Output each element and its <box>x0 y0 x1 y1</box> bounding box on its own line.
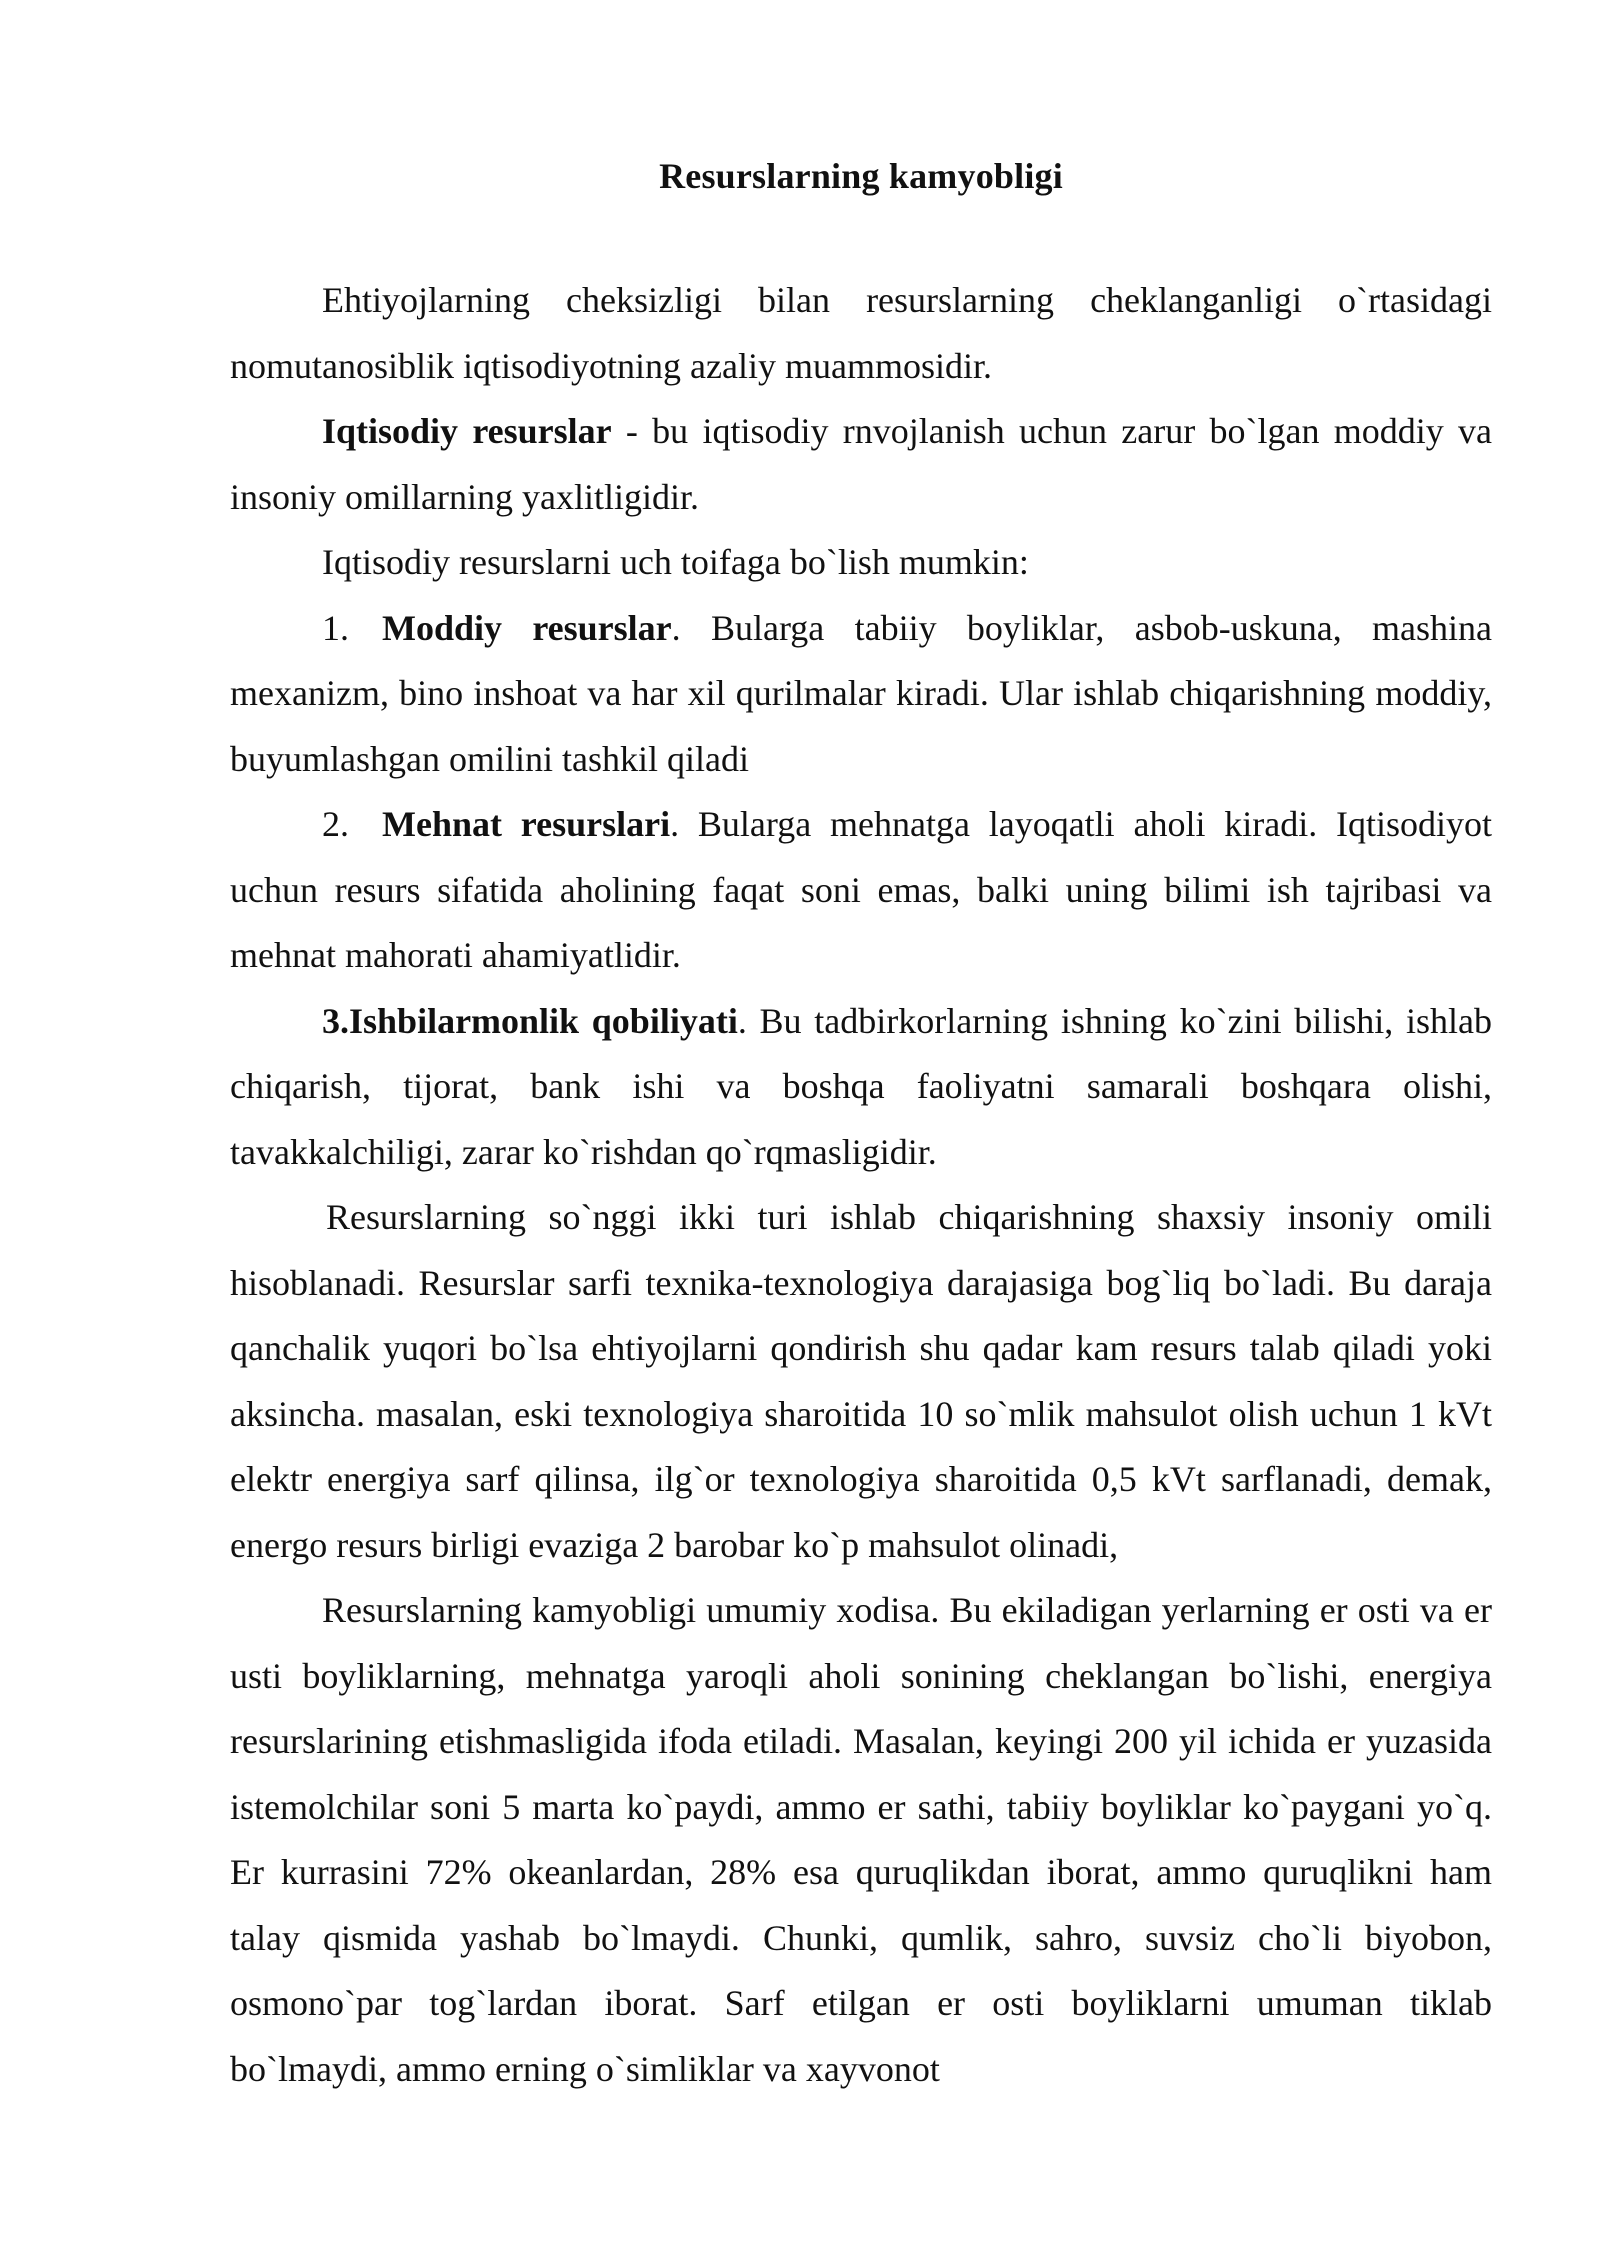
document-title: Resurslarning kamyobligi <box>659 156 1063 196</box>
definition-text: - bu iqtisodiy rnvojlanish uchun zarur bo`lgan moddiy va insoniy omillarning yaxlitligidir. <box>230 411 1492 517</box>
list-item-text: . Bularga tabiiy boyliklar, asbob-uskuna, mashina mexanizm, bino inshoat va har xil qurilmalar kiradi. Ular ishlab chiqarishning moddiy, buyumlashgan omilini tashkil qiladi <box>230 607 1492 779</box>
list-item-text: . Bularga mehnatga layoqatli aholi kiradi. Iqtisodiyot uchun resurs sifatida aholining faqat soni emas, balki uning bilimi ish tajribasi va mehnat mahorati ahamiyatlidir. <box>230 804 1493 975</box>
list-number: 2. <box>322 804 349 844</box>
paragraph-definition <box>230 399 1492 530</box>
paragraph-scarcity: Resurslarning kamyobligi umumiy xodisa. Bu ekiladigan yerlarning er osti va er usti boyliklarning, mehnatga yaroqli aholi sonining cheklangan bo`lishi, energiya resurslarining etishmasligida ifoda etiladi. Masalan, keyingi 200 yil ichida er yuzasida istemolchilar soni 5 marta ko`paydi, ammo er sathi, tabiiy boyliklar ko`paygani yo`q. Er kurrasini 72% okeanlardan, 28% esa quruqlikdan iborat, ammo quruqlikni ham talay qismida yashab bo`lmaydi. Chunki, qumlik, sahro, suvsiz cho`li biyobon, osmono`par tog`lardan iborat. Sarf etilgan er osti boyliklarni umuman tiklab bo`lmaydi, ammo erning o`simliklar va xayvonot <box>230 1590 1492 2089</box>
list-item-text: . Bu tadbirkorlarning ishning ko`zini bilishi, ishlab chiqarish, tijorat, bank ishi va boshqa faoliyatni samarali boshqara olishi, tavakkalchiligi, zarar ko`rishdan qo`rqmasligidir. <box>230 1000 1492 1172</box>
list-number: 1. <box>322 607 349 648</box>
document-page <box>230 150 1492 2102</box>
term-entrepreneurship: 3.Ishbilarmonlik qobiliyati <box>322 1000 738 1041</box>
list-item-labor-resources <box>230 792 1492 989</box>
paragraph-intro: Ehtiyojlarning cheksizligi bilan resurslarning cheklanganligi o`rtasidagi nomutanosiblik iqtisodiyotning azaliy muammosidir. <box>230 280 1492 386</box>
list-item-material-resources <box>230 596 1492 793</box>
term-economic-resources: Iqtisodiy resurslar <box>322 411 612 451</box>
term-labor-resources: Mehnat resurslari <box>382 804 671 844</box>
paragraph-categories: Iqtisodiy resurslarni uch toifaga bo`lish mumkin: <box>322 542 1029 582</box>
paragraph-technology: Resurslarning so`nggi ikki turi ishlab chiqarishning shaxsiy insoniy omili hisoblanadi. Resurslar sarfi texnika-texnologiya darajasiga bog`liq bo`ladi. Bu daraja qanchalik yuqori bo`lsa ehtiyojlarni qondirish shu qadar kam resurs talab qiladi yoki aksincha. masalan, eski texnologiya sharoitida 10 so`mlik mahsulot olish uchun 1 kVt elektr energiya sarf qilinsa, ilg`or texnologiya sharoitida 0,5 kVt sarflanadi, demak, energo resurs birligi evaziga 2 barobar ko`p mahsulot olinadi, <box>230 1197 1492 1565</box>
term-material-resources: Moddiy resurslar <box>382 607 672 648</box>
list-item-entrepreneurship <box>230 989 1492 1186</box>
